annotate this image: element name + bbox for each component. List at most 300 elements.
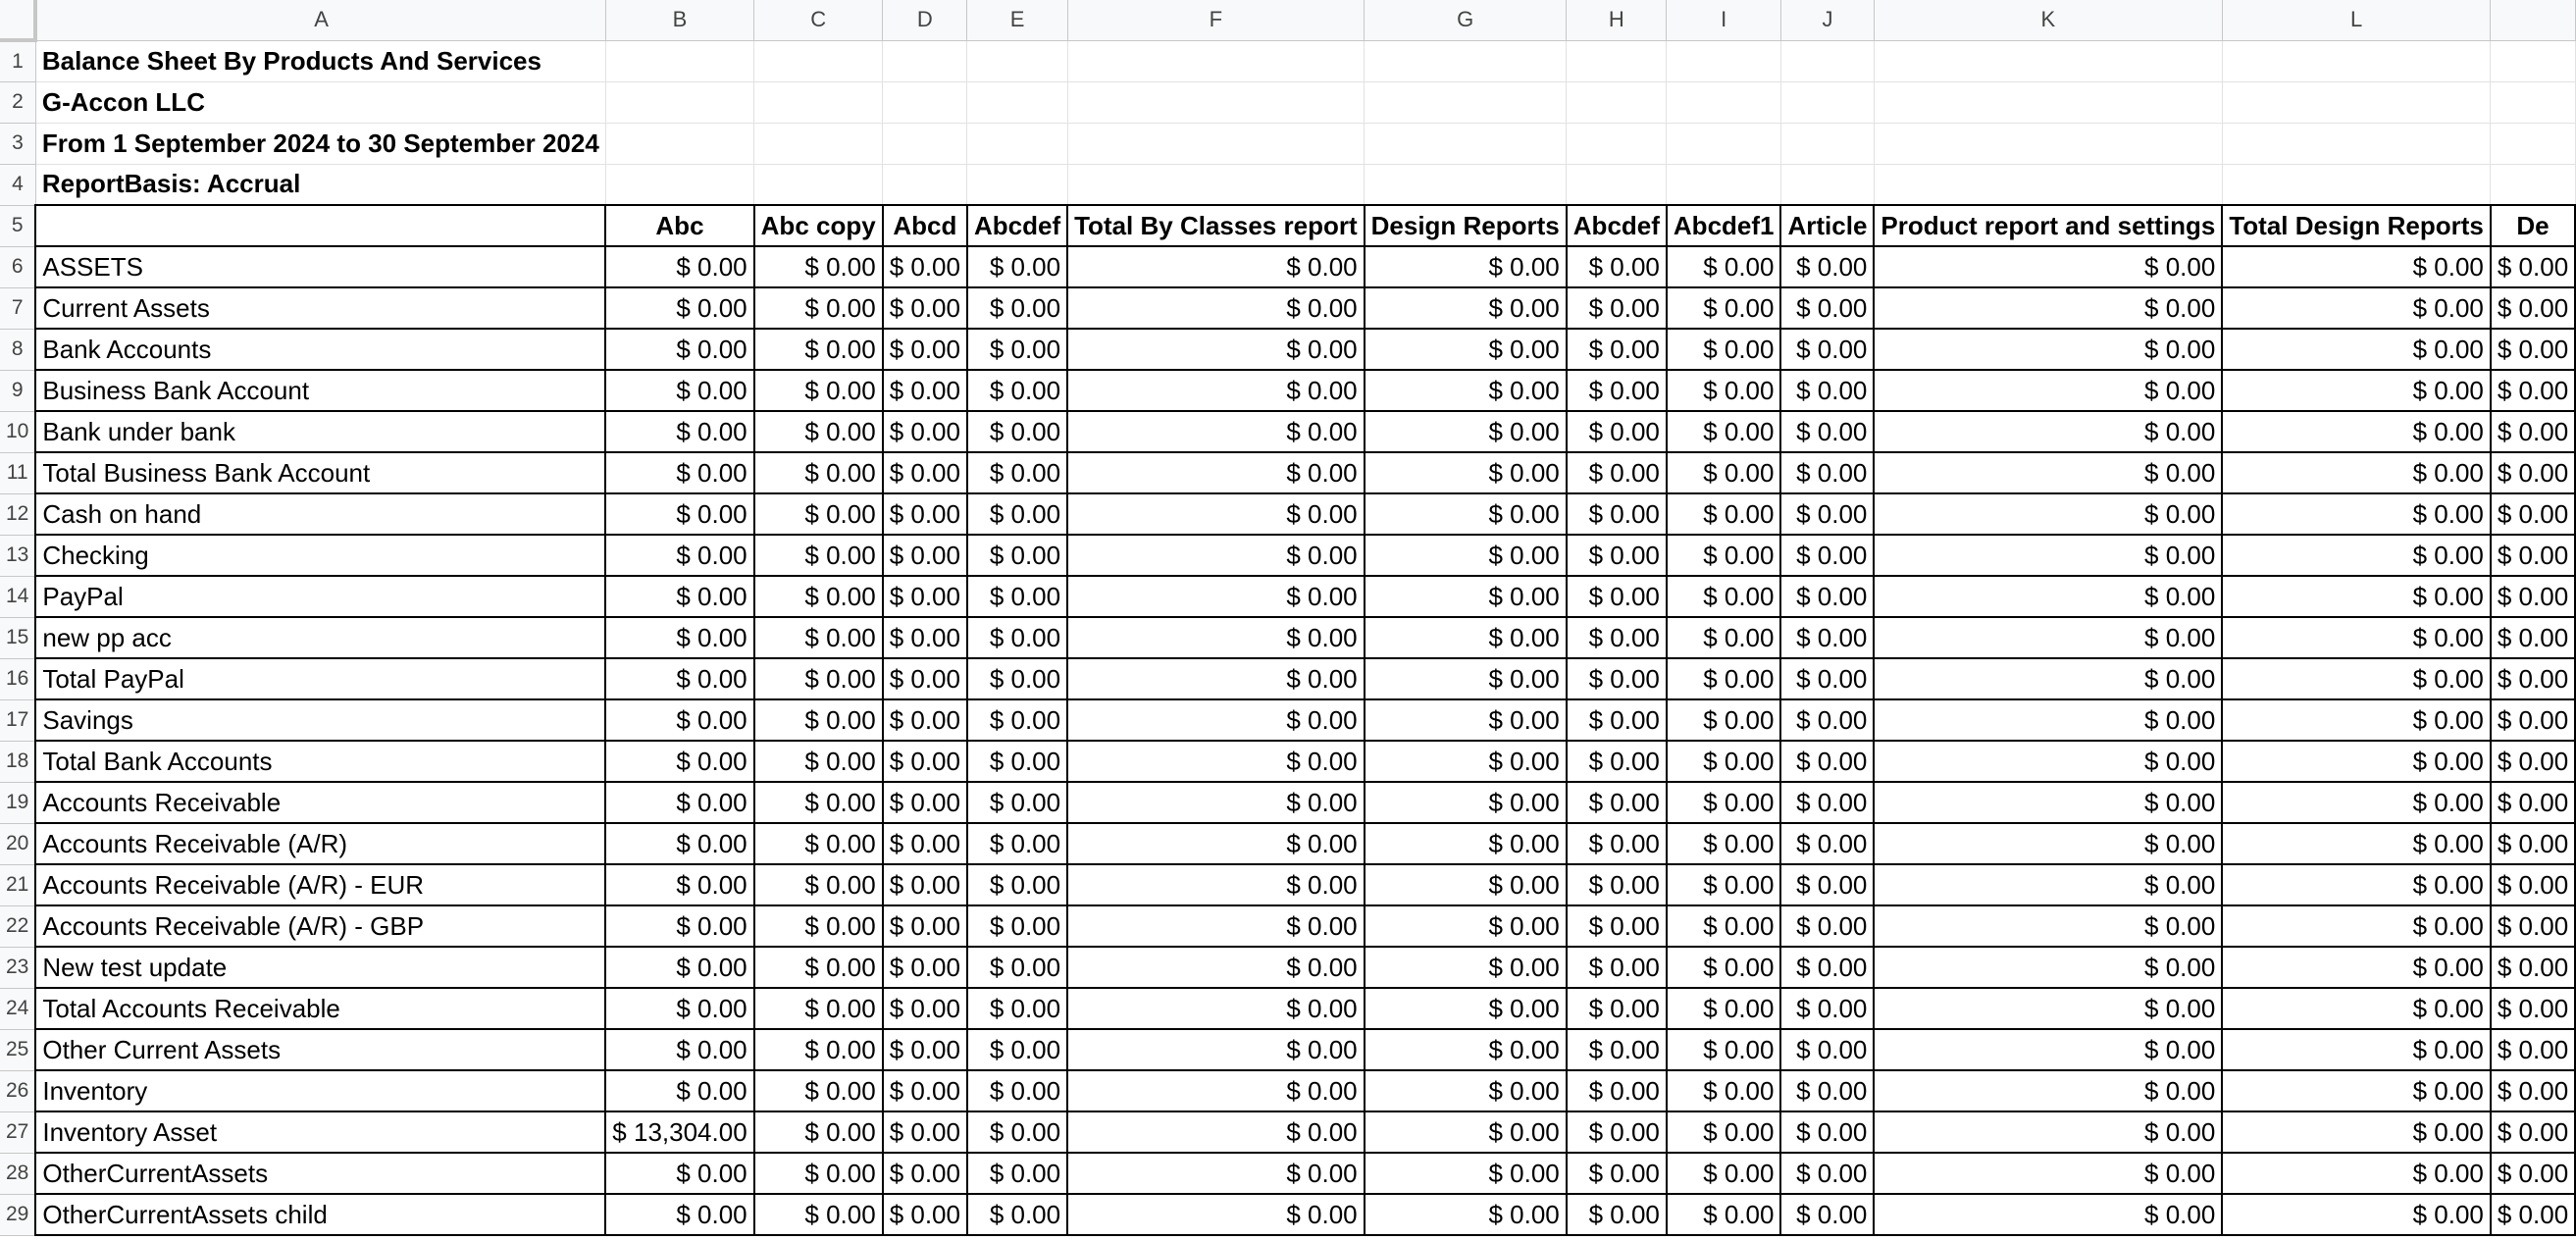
value-cell[interactable]: $ 0.00: [2491, 1153, 2575, 1194]
empty-cell[interactable]: [1365, 164, 1567, 205]
value-cell[interactable]: $ 0.00: [2222, 370, 2491, 411]
value-cell[interactable]: $ 0.00: [2222, 741, 2491, 782]
value-cell[interactable]: $ 0.00: [967, 576, 1067, 617]
empty-cell[interactable]: [967, 81, 1067, 123]
value-cell[interactable]: $ 0.00: [754, 1194, 883, 1235]
column-header-c[interactable]: C: [754, 0, 883, 40]
empty-cell[interactable]: [1874, 164, 2222, 205]
value-cell[interactable]: $ 0.00: [1365, 452, 1567, 493]
value-cell[interactable]: $ 0.00: [883, 988, 967, 1029]
account-label-cell[interactable]: Accounts Receivable (A/R) - GBP: [35, 905, 605, 947]
value-cell[interactable]: $ 0.00: [1874, 329, 2222, 370]
value-cell[interactable]: $ 0.00: [1667, 782, 1781, 823]
value-cell[interactable]: $ 0.00: [2491, 782, 2575, 823]
value-cell-abc[interactable]: $ 0.00: [605, 535, 753, 576]
account-label-cell[interactable]: new pp acc: [35, 617, 605, 658]
empty-cell[interactable]: [1780, 40, 1874, 81]
value-cell[interactable]: $ 0.00: [1567, 452, 1667, 493]
value-cell[interactable]: $ 0.00: [1667, 823, 1781, 864]
value-cell[interactable]: $ 0.00: [1667, 452, 1781, 493]
value-cell[interactable]: $ 0.00: [1874, 246, 2222, 287]
row-header[interactable]: 28: [0, 1153, 35, 1194]
value-cell[interactable]: $ 0.00: [1067, 370, 1365, 411]
value-cell[interactable]: $ 0.00: [883, 535, 967, 576]
value-cell[interactable]: $ 0.00: [1667, 1029, 1781, 1070]
row-header[interactable]: 12: [0, 493, 35, 535]
value-cell[interactable]: $ 0.00: [2491, 1070, 2575, 1111]
value-cell[interactable]: $ 0.00: [754, 988, 883, 1029]
value-cell[interactable]: $ 0.00: [1067, 1111, 1365, 1153]
value-cell-abc[interactable]: $ 0.00: [605, 1029, 753, 1070]
value-cell[interactable]: $ 0.00: [967, 1194, 1067, 1235]
value-cell[interactable]: $ 0.00: [2222, 1070, 2491, 1111]
value-cell[interactable]: $ 0.00: [883, 287, 967, 329]
empty-cell[interactable]: [1365, 40, 1567, 81]
column-title-cell[interactable]: Total By Classes report: [1067, 205, 1365, 246]
value-cell[interactable]: $ 0.00: [1874, 988, 2222, 1029]
value-cell[interactable]: $ 0.00: [1365, 1029, 1567, 1070]
value-cell[interactable]: $ 0.00: [1365, 741, 1567, 782]
empty-cell[interactable]: [754, 40, 883, 81]
value-cell-abc[interactable]: $ 0.00: [605, 1194, 753, 1235]
value-cell[interactable]: $ 0.00: [2222, 864, 2491, 905]
value-cell[interactable]: $ 0.00: [967, 699, 1067, 741]
value-cell[interactable]: $ 0.00: [2222, 1111, 2491, 1153]
value-cell[interactable]: $ 0.00: [883, 782, 967, 823]
value-cell[interactable]: $ 0.00: [1874, 1070, 2222, 1111]
row-header[interactable]: 18: [0, 741, 35, 782]
value-cell[interactable]: $ 0.00: [2491, 287, 2575, 329]
value-cell[interactable]: $ 0.00: [754, 1111, 883, 1153]
value-cell[interactable]: $ 0.00: [1667, 246, 1781, 287]
value-cell[interactable]: $ 0.00: [754, 370, 883, 411]
value-cell[interactable]: $ 0.00: [1667, 741, 1781, 782]
row-header[interactable]: 8: [0, 329, 35, 370]
value-cell[interactable]: $ 0.00: [1667, 370, 1781, 411]
column-title-cell[interactable]: Abc: [605, 205, 753, 246]
value-cell[interactable]: $ 0.00: [2222, 493, 2491, 535]
value-cell[interactable]: $ 0.00: [1067, 452, 1365, 493]
value-cell[interactable]: $ 0.00: [2222, 411, 2491, 452]
value-cell[interactable]: $ 0.00: [1780, 370, 1874, 411]
value-cell[interactable]: $ 0.00: [754, 741, 883, 782]
value-cell[interactable]: $ 0.00: [1874, 617, 2222, 658]
value-cell[interactable]: $ 0.00: [1067, 493, 1365, 535]
value-cell[interactable]: $ 0.00: [1567, 535, 1667, 576]
value-cell[interactable]: $ 0.00: [967, 1029, 1067, 1070]
value-cell-abc[interactable]: $ 0.00: [605, 658, 753, 699]
empty-cell[interactable]: [883, 81, 967, 123]
value-cell[interactable]: $ 0.00: [1780, 782, 1874, 823]
value-cell[interactable]: $ 0.00: [1365, 493, 1567, 535]
value-cell[interactable]: $ 0.00: [1780, 905, 1874, 947]
account-label-cell[interactable]: Inventory Asset: [35, 1111, 605, 1153]
value-cell[interactable]: $ 0.00: [2222, 823, 2491, 864]
column-header-j[interactable]: J: [1780, 0, 1874, 40]
value-cell[interactable]: $ 0.00: [754, 658, 883, 699]
value-cell[interactable]: $ 0.00: [1667, 947, 1781, 988]
account-label-cell[interactable]: Bank Accounts: [35, 329, 605, 370]
account-label-cell[interactable]: Business Bank Account: [35, 370, 605, 411]
empty-cell[interactable]: [1874, 123, 2222, 164]
empty-cell[interactable]: [1667, 123, 1781, 164]
value-cell[interactable]: $ 0.00: [2222, 329, 2491, 370]
account-label-cell[interactable]: Other Current Assets: [35, 1029, 605, 1070]
empty-cell[interactable]: [1567, 81, 1667, 123]
value-cell[interactable]: $ 0.00: [2491, 864, 2575, 905]
value-cell[interactable]: $ 0.00: [1567, 370, 1667, 411]
value-cell[interactable]: $ 0.00: [967, 411, 1067, 452]
value-cell[interactable]: $ 0.00: [1667, 576, 1781, 617]
value-cell-abc[interactable]: $ 13,304.00: [605, 1111, 753, 1153]
value-cell[interactable]: $ 0.00: [2491, 411, 2575, 452]
account-label-cell[interactable]: Total Bank Accounts: [35, 741, 605, 782]
empty-cell[interactable]: [1667, 81, 1781, 123]
value-cell[interactable]: $ 0.00: [1667, 493, 1781, 535]
value-cell[interactable]: $ 0.00: [1780, 287, 1874, 329]
row-header[interactable]: 22: [0, 905, 35, 947]
empty-cell[interactable]: [1567, 164, 1667, 205]
row-header[interactable]: 16: [0, 658, 35, 699]
value-cell[interactable]: $ 0.00: [883, 370, 967, 411]
empty-cell[interactable]: [754, 123, 883, 164]
value-cell[interactable]: $ 0.00: [2222, 576, 2491, 617]
column-header-b[interactable]: B: [605, 0, 753, 40]
value-cell[interactable]: $ 0.00: [1874, 947, 2222, 988]
value-cell[interactable]: $ 0.00: [754, 287, 883, 329]
value-cell[interactable]: $ 0.00: [967, 246, 1067, 287]
value-cell[interactable]: $ 0.00: [1780, 1111, 1874, 1153]
account-label-cell[interactable]: OtherCurrentAssets child: [35, 1194, 605, 1235]
empty-cell[interactable]: [1067, 40, 1365, 81]
report-title-cell[interactable]: From 1 September 2024 to 30 September 2024: [35, 123, 605, 164]
value-cell[interactable]: $ 0.00: [1874, 658, 2222, 699]
empty-cell[interactable]: [1667, 40, 1781, 81]
account-label-cell[interactable]: Checking: [35, 535, 605, 576]
value-cell[interactable]: $ 0.00: [1365, 1111, 1567, 1153]
value-cell[interactable]: $ 0.00: [1567, 411, 1667, 452]
value-cell[interactable]: $ 0.00: [754, 699, 883, 741]
report-title-cell[interactable]: Balance Sheet By Products And Services: [35, 40, 605, 81]
empty-cell[interactable]: [1874, 40, 2222, 81]
value-cell[interactable]: $ 0.00: [1365, 782, 1567, 823]
value-cell[interactable]: $ 0.00: [967, 452, 1067, 493]
value-cell[interactable]: $ 0.00: [1365, 947, 1567, 988]
row-header[interactable]: 3: [0, 123, 35, 164]
empty-cell[interactable]: [2491, 164, 2575, 205]
value-cell[interactable]: $ 0.00: [1567, 617, 1667, 658]
row-header[interactable]: 4: [0, 164, 35, 205]
value-cell[interactable]: $ 0.00: [1365, 1194, 1567, 1235]
account-label-cell[interactable]: Total Accounts Receivable: [35, 988, 605, 1029]
account-label-cell[interactable]: Bank under bank: [35, 411, 605, 452]
empty-cell[interactable]: [1365, 123, 1567, 164]
value-cell[interactable]: $ 0.00: [967, 741, 1067, 782]
value-cell[interactable]: $ 0.00: [1067, 947, 1365, 988]
value-cell-abc[interactable]: $ 0.00: [605, 370, 753, 411]
column-title-cell[interactable]: Article: [1780, 205, 1874, 246]
value-cell[interactable]: $ 0.00: [1567, 576, 1667, 617]
value-cell[interactable]: $ 0.00: [2491, 823, 2575, 864]
value-cell[interactable]: $ 0.00: [1567, 1029, 1667, 1070]
column-header-f[interactable]: F: [1067, 0, 1365, 40]
value-cell-abc[interactable]: $ 0.00: [605, 246, 753, 287]
value-cell[interactable]: $ 0.00: [2222, 246, 2491, 287]
value-cell[interactable]: $ 0.00: [2491, 246, 2575, 287]
value-cell[interactable]: $ 0.00: [1567, 699, 1667, 741]
value-cell[interactable]: $ 0.00: [1667, 988, 1781, 1029]
value-cell[interactable]: $ 0.00: [1780, 1070, 1874, 1111]
value-cell[interactable]: $ 0.00: [754, 452, 883, 493]
value-cell-abc[interactable]: $ 0.00: [605, 741, 753, 782]
value-cell[interactable]: $ 0.00: [2491, 741, 2575, 782]
account-label-cell[interactable]: Accounts Receivable (A/R): [35, 823, 605, 864]
value-cell[interactable]: $ 0.00: [754, 576, 883, 617]
value-cell[interactable]: $ 0.00: [754, 782, 883, 823]
value-cell[interactable]: $ 0.00: [754, 905, 883, 947]
empty-cell[interactable]: [1067, 81, 1365, 123]
value-cell[interactable]: $ 0.00: [2491, 658, 2575, 699]
value-cell[interactable]: $ 0.00: [754, 617, 883, 658]
column-header-d[interactable]: D: [883, 0, 967, 40]
account-label-cell[interactable]: Current Assets: [35, 287, 605, 329]
value-cell[interactable]: $ 0.00: [1067, 411, 1365, 452]
value-cell[interactable]: $ 0.00: [1874, 535, 2222, 576]
value-cell[interactable]: $ 0.00: [883, 823, 967, 864]
value-cell[interactable]: $ 0.00: [883, 1153, 967, 1194]
value-cell[interactable]: $ 0.00: [1067, 1070, 1365, 1111]
value-cell-abc[interactable]: $ 0.00: [605, 493, 753, 535]
empty-cell[interactable]: [1567, 123, 1667, 164]
value-cell[interactable]: $ 0.00: [1067, 287, 1365, 329]
value-cell[interactable]: $ 0.00: [883, 617, 967, 658]
value-cell[interactable]: $ 0.00: [754, 535, 883, 576]
value-cell[interactable]: $ 0.00: [967, 658, 1067, 699]
value-cell[interactable]: $ 0.00: [967, 864, 1067, 905]
account-label-cell[interactable]: ASSETS: [35, 246, 605, 287]
column-header-k[interactable]: K: [1874, 0, 2222, 40]
value-cell[interactable]: $ 0.00: [1667, 699, 1781, 741]
empty-cell[interactable]: [967, 123, 1067, 164]
value-cell[interactable]: $ 0.00: [1667, 905, 1781, 947]
value-cell[interactable]: $ 0.00: [883, 699, 967, 741]
value-cell[interactable]: $ 0.00: [1365, 905, 1567, 947]
empty-cell[interactable]: [754, 81, 883, 123]
empty-cell[interactable]: [2491, 123, 2575, 164]
value-cell[interactable]: $ 0.00: [1067, 535, 1365, 576]
row-header[interactable]: 21: [0, 864, 35, 905]
value-cell[interactable]: $ 0.00: [2491, 576, 2575, 617]
value-cell[interactable]: $ 0.00: [883, 329, 967, 370]
row-header[interactable]: 17: [0, 699, 35, 741]
value-cell[interactable]: $ 0.00: [1874, 370, 2222, 411]
value-cell[interactable]: $ 0.00: [1567, 493, 1667, 535]
value-cell[interactable]: $ 0.00: [2222, 988, 2491, 1029]
value-cell[interactable]: $ 0.00: [2491, 1111, 2575, 1153]
value-cell[interactable]: $ 0.00: [1667, 287, 1781, 329]
value-cell[interactable]: $ 0.00: [1567, 823, 1667, 864]
value-cell-abc[interactable]: $ 0.00: [605, 329, 753, 370]
value-cell-abc[interactable]: $ 0.00: [605, 823, 753, 864]
value-cell[interactable]: $ 0.00: [1067, 658, 1365, 699]
value-cell[interactable]: $ 0.00: [1567, 1194, 1667, 1235]
row-header[interactable]: 1: [0, 40, 35, 81]
value-cell[interactable]: $ 0.00: [1780, 452, 1874, 493]
value-cell[interactable]: $ 0.00: [1780, 493, 1874, 535]
row-header[interactable]: 29: [0, 1194, 35, 1235]
value-cell[interactable]: $ 0.00: [1067, 864, 1365, 905]
value-cell[interactable]: $ 0.00: [2491, 1194, 2575, 1235]
column-title-cell[interactable]: Abcdef1: [1667, 205, 1781, 246]
value-cell[interactable]: $ 0.00: [1067, 1029, 1365, 1070]
value-cell[interactable]: $ 0.00: [1067, 741, 1365, 782]
value-cell[interactable]: $ 0.00: [2491, 370, 2575, 411]
value-cell[interactable]: $ 0.00: [1780, 699, 1874, 741]
value-cell[interactable]: $ 0.00: [1067, 329, 1365, 370]
value-cell[interactable]: $ 0.00: [1667, 658, 1781, 699]
column-header-e[interactable]: E: [967, 0, 1067, 40]
value-cell[interactable]: $ 0.00: [1780, 1029, 1874, 1070]
value-cell[interactable]: $ 0.00: [1780, 576, 1874, 617]
value-cell[interactable]: $ 0.00: [883, 1194, 967, 1235]
value-cell[interactable]: $ 0.00: [1067, 1153, 1365, 1194]
value-cell[interactable]: $ 0.00: [1780, 1153, 1874, 1194]
column-title-cell[interactable]: Total Design Reports: [2222, 205, 2491, 246]
value-cell[interactable]: $ 0.00: [2222, 947, 2491, 988]
row-header[interactable]: 14: [0, 576, 35, 617]
value-cell[interactable]: $ 0.00: [967, 287, 1067, 329]
value-cell-abc[interactable]: $ 0.00: [605, 864, 753, 905]
value-cell[interactable]: $ 0.00: [1067, 699, 1365, 741]
value-cell[interactable]: $ 0.00: [1780, 617, 1874, 658]
value-cell[interactable]: $ 0.00: [883, 741, 967, 782]
account-label-cell[interactable]: Cash on hand: [35, 493, 605, 535]
value-cell[interactable]: $ 0.00: [967, 988, 1067, 1029]
value-cell[interactable]: $ 0.00: [967, 617, 1067, 658]
value-cell[interactable]: $ 0.00: [1780, 947, 1874, 988]
value-cell[interactable]: $ 0.00: [1667, 1194, 1781, 1235]
value-cell[interactable]: $ 0.00: [1667, 535, 1781, 576]
value-cell[interactable]: $ 0.00: [2491, 988, 2575, 1029]
column-title-cell[interactable]: De: [2491, 205, 2575, 246]
value-cell[interactable]: $ 0.00: [883, 246, 967, 287]
empty-cell[interactable]: [1567, 40, 1667, 81]
account-label-cell[interactable]: OtherCurrentAssets: [35, 1153, 605, 1194]
value-cell[interactable]: $ 0.00: [1874, 576, 2222, 617]
value-cell-abc[interactable]: $ 0.00: [605, 905, 753, 947]
value-cell[interactable]: $ 0.00: [1067, 576, 1365, 617]
value-cell[interactable]: $ 0.00: [1365, 988, 1567, 1029]
value-cell[interactable]: $ 0.00: [967, 823, 1067, 864]
value-cell[interactable]: $ 0.00: [2491, 535, 2575, 576]
value-cell[interactable]: $ 0.00: [1067, 905, 1365, 947]
row-header[interactable]: 7: [0, 287, 35, 329]
value-cell[interactable]: $ 0.00: [754, 823, 883, 864]
value-cell[interactable]: $ 0.00: [883, 1029, 967, 1070]
value-cell[interactable]: $ 0.00: [1780, 864, 1874, 905]
value-cell[interactable]: $ 0.00: [1567, 782, 1667, 823]
column-title-cell[interactable]: Abcd: [883, 205, 967, 246]
value-cell[interactable]: $ 0.00: [967, 535, 1067, 576]
value-cell[interactable]: $ 0.00: [2491, 1029, 2575, 1070]
value-cell[interactable]: $ 0.00: [2491, 905, 2575, 947]
value-cell[interactable]: $ 0.00: [1365, 823, 1567, 864]
value-cell[interactable]: $ 0.00: [2222, 782, 2491, 823]
value-cell[interactable]: $ 0.00: [2491, 329, 2575, 370]
value-cell[interactable]: $ 0.00: [1567, 947, 1667, 988]
select-all-corner[interactable]: [0, 0, 35, 40]
value-cell[interactable]: $ 0.00: [2222, 658, 2491, 699]
empty-cell[interactable]: [1667, 164, 1781, 205]
value-cell[interactable]: $ 0.00: [754, 329, 883, 370]
value-cell[interactable]: $ 0.00: [1874, 905, 2222, 947]
value-cell[interactable]: $ 0.00: [1365, 246, 1567, 287]
value-cell[interactable]: $ 0.00: [1365, 617, 1567, 658]
value-cell[interactable]: $ 0.00: [1667, 1153, 1781, 1194]
value-cell[interactable]: $ 0.00: [1365, 535, 1567, 576]
value-cell[interactable]: $ 0.00: [883, 576, 967, 617]
column-title-cell[interactable]: Abcdef: [967, 205, 1067, 246]
value-cell[interactable]: $ 0.00: [1567, 741, 1667, 782]
column-header-l[interactable]: L: [2222, 0, 2491, 40]
value-cell-abc[interactable]: $ 0.00: [605, 411, 753, 452]
empty-cell[interactable]: [2222, 40, 2491, 81]
empty-cell[interactable]: [605, 123, 753, 164]
value-cell[interactable]: $ 0.00: [967, 493, 1067, 535]
value-cell[interactable]: $ 0.00: [1067, 246, 1365, 287]
value-cell-abc[interactable]: $ 0.00: [605, 988, 753, 1029]
value-cell[interactable]: $ 0.00: [1780, 823, 1874, 864]
value-cell[interactable]: $ 0.00: [1874, 1029, 2222, 1070]
value-cell[interactable]: $ 0.00: [1067, 988, 1365, 1029]
value-cell[interactable]: $ 0.00: [1780, 329, 1874, 370]
value-cell[interactable]: $ 0.00: [1874, 823, 2222, 864]
value-cell[interactable]: $ 0.00: [1874, 493, 2222, 535]
value-cell[interactable]: $ 0.00: [1365, 287, 1567, 329]
value-cell-abc[interactable]: $ 0.00: [605, 782, 753, 823]
value-cell[interactable]: $ 0.00: [1667, 329, 1781, 370]
row-header[interactable]: 2: [0, 81, 35, 123]
value-cell[interactable]: $ 0.00: [1874, 1194, 2222, 1235]
empty-cell[interactable]: [2491, 40, 2575, 81]
empty-cell[interactable]: [754, 164, 883, 205]
value-cell[interactable]: $ 0.00: [1365, 576, 1567, 617]
report-title-cell[interactable]: ReportBasis: Accrual: [35, 164, 605, 205]
value-cell[interactable]: $ 0.00: [1667, 864, 1781, 905]
value-cell[interactable]: $ 0.00: [1365, 1153, 1567, 1194]
value-cell[interactable]: $ 0.00: [2222, 535, 2491, 576]
value-cell[interactable]: $ 0.00: [1567, 1070, 1667, 1111]
empty-cell[interactable]: [1874, 81, 2222, 123]
value-cell[interactable]: $ 0.00: [1874, 1153, 2222, 1194]
value-cell[interactable]: $ 0.00: [2222, 1029, 2491, 1070]
value-cell[interactable]: $ 0.00: [2222, 287, 2491, 329]
value-cell[interactable]: $ 0.00: [2222, 905, 2491, 947]
value-cell[interactable]: $ 0.00: [1365, 699, 1567, 741]
value-cell[interactable]: $ 0.00: [1780, 988, 1874, 1029]
value-cell-abc[interactable]: $ 0.00: [605, 947, 753, 988]
value-cell[interactable]: $ 0.00: [1667, 617, 1781, 658]
empty-cell[interactable]: [883, 123, 967, 164]
row-header[interactable]: 24: [0, 988, 35, 1029]
value-cell[interactable]: $ 0.00: [1567, 905, 1667, 947]
value-cell[interactable]: $ 0.00: [1365, 329, 1567, 370]
value-cell[interactable]: $ 0.00: [967, 1111, 1067, 1153]
account-label-cell[interactable]: New test update: [35, 947, 605, 988]
value-cell[interactable]: $ 0.00: [883, 864, 967, 905]
value-cell[interactable]: $ 0.00: [2491, 493, 2575, 535]
value-cell[interactable]: $ 0.00: [1780, 411, 1874, 452]
